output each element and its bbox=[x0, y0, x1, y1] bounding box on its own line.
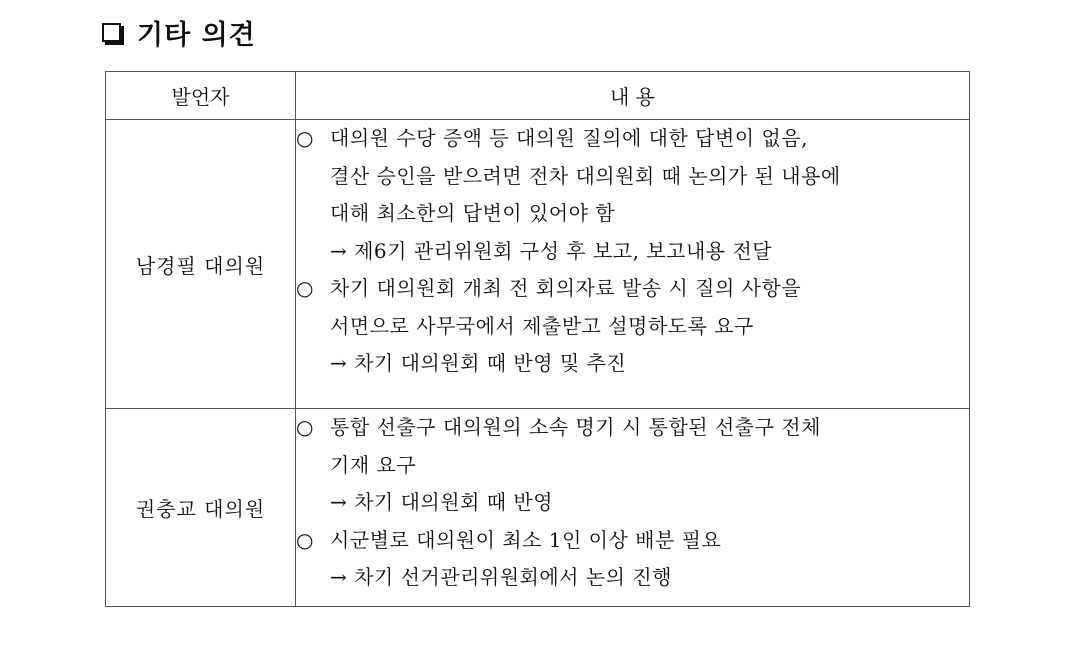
bullet-line bbox=[296, 409, 969, 447]
speaker-cell: 권충교 대의원 bbox=[106, 409, 296, 607]
section-heading bbox=[102, 12, 256, 52]
line-text: 기재 요구 bbox=[330, 452, 417, 477]
column-header-content: 내 용 bbox=[296, 72, 970, 120]
line-text: 시군별로 대의원이 최소 1인 이상 배분 필요 bbox=[330, 527, 722, 552]
section-title: 기타 의견 bbox=[137, 19, 256, 51]
line-text: 통합 선출구 대의원의 소속 명기 시 통합된 선출구 전체 bbox=[330, 415, 821, 439]
table-header-row bbox=[106, 72, 970, 120]
action-line: → 제6기 관리위원회 구성 후 보고, 보고내용 전달 bbox=[330, 238, 773, 263]
table-row bbox=[106, 120, 970, 409]
speaker-cell: 남경필 대의원 bbox=[106, 120, 296, 409]
circle-bullet-icon: ○ bbox=[296, 276, 314, 300]
opinions-table bbox=[105, 71, 970, 607]
action-line: → 차기 대의원회 때 반영 및 추진 bbox=[330, 351, 627, 375]
circle-bullet-icon: ○ bbox=[296, 527, 314, 552]
content-cell bbox=[296, 120, 970, 409]
bullet-line bbox=[296, 120, 969, 158]
table-row bbox=[106, 409, 970, 607]
line-text: 대해 최소한의 답변이 있어야 함 bbox=[330, 201, 616, 225]
bullet-line bbox=[296, 522, 969, 560]
circle-bullet-icon: ○ bbox=[296, 126, 314, 150]
line-text: 대의원 수당 증액 등 대의원 질의에 대한 답변이 없음, bbox=[330, 126, 808, 150]
line-text: 결산 승인을 받으려면 전차 대의원회 때 논의가 된 내용에 bbox=[330, 163, 841, 188]
bullet-line bbox=[296, 270, 969, 308]
action-line: → 차기 대의원회 때 반영 bbox=[330, 490, 554, 514]
action-line: → 차기 선거관리위원회에서 논의 진행 bbox=[330, 565, 672, 589]
column-header-speaker: 발언자 bbox=[106, 72, 296, 120]
line-text: 서면으로 사무국에서 제출받고 설명하도록 요구 bbox=[330, 313, 754, 338]
content-cell bbox=[296, 409, 970, 607]
circle-bullet-icon: ○ bbox=[296, 415, 314, 439]
checkbox-square-icon bbox=[102, 23, 121, 42]
line-text: 차기 대의원회 개최 전 회의자료 발송 시 질의 사항을 bbox=[330, 276, 802, 300]
